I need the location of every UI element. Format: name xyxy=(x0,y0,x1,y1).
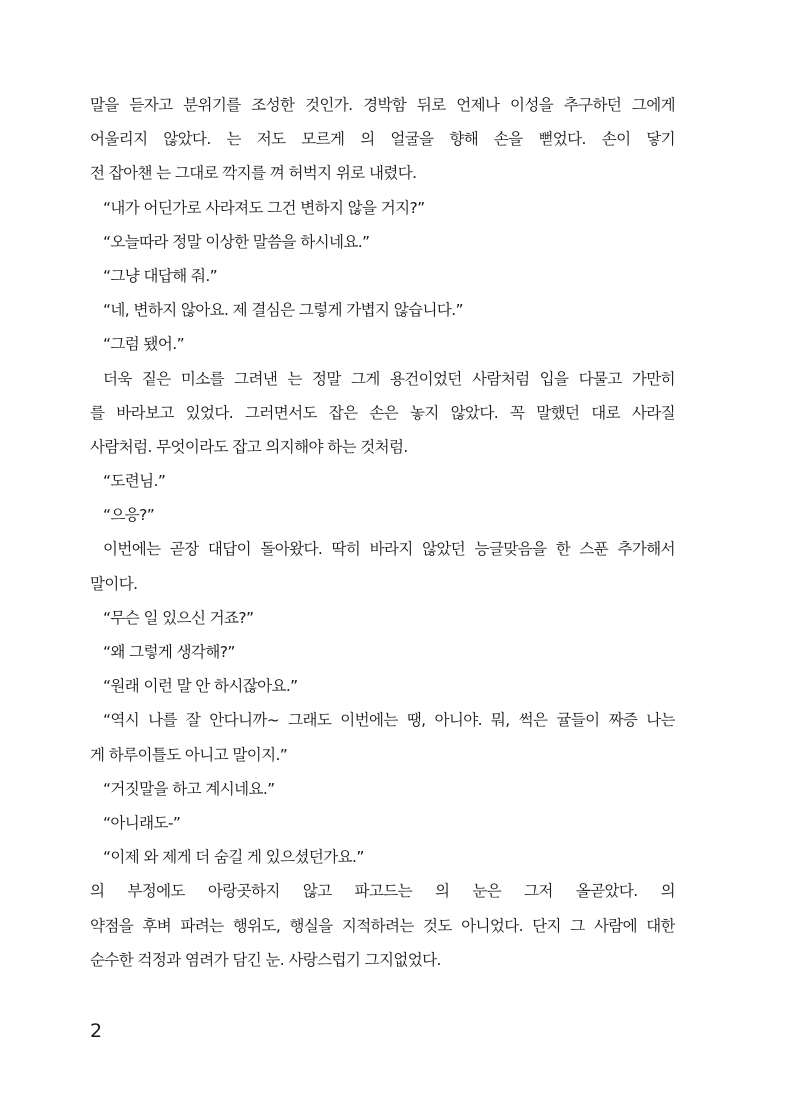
dialogue-line: “오늘따라 정말 이상한 말씀을 하시네요.” xyxy=(103,232,370,251)
text-line: 더욱 짙은 미소를 그려낸 는 정말 그게 용건이었던 사람처럼 입을 다물고 가만히 xyxy=(103,369,675,388)
dialogue-line: “거짓말을 하고 계시네요.” xyxy=(103,779,275,798)
dialogue-line: “원래 이런 말 안 하시잖아요.” xyxy=(103,677,298,696)
text-line: 약점을 후벼 파려는 행위도, 행실을 지적하려는 것도 아니었다. 단지 그 사람에 대한 xyxy=(90,916,675,935)
text-line: 의 부정에도 아랑곳하지 않고 파고드는 의 눈은 그저 올곧았다. 의 xyxy=(90,882,675,901)
dialogue-line: “그럼 됐어.” xyxy=(103,335,185,354)
dialogue-line: “이제 와 제게 더 숨길 게 있으셨던가요.” xyxy=(103,848,364,867)
text-line: 게 하루이틀도 아니고 말이지.” xyxy=(90,745,288,764)
text-line: 전 잡아챈 는 그대로 깍지를 껴 허벅지 위로 내렸다. xyxy=(90,164,417,183)
text-line: 를 바라보고 있었다. 그러면서도 잡은 손은 놓지 않았다. 꼭 말했던 대로 사라질 xyxy=(90,403,675,422)
dialogue-line: “무슨 일 있으신 거죠?” xyxy=(103,608,254,627)
dialogue-line: “역시 나를 잘 안다니까~ 그래도 이번에는 땡, 아니야. 뭐, 썩은 귤들이 짜증 나는 xyxy=(103,711,675,730)
dialogue-line: “아니래도-” xyxy=(103,813,181,832)
page-number: 2 xyxy=(90,1020,103,1042)
dialogue-line: “그냥 대답해 줘.” xyxy=(103,266,218,285)
dialogue-line: “내가 어딘가로 사라져도 그건 변하지 않을 거지?” xyxy=(103,198,425,217)
text-line: 말이다. xyxy=(90,574,138,593)
text-line: 순수한 걱정과 염려가 담긴 눈. 사랑스럽기 그지없었다. xyxy=(90,950,441,969)
document-body xyxy=(90,88,675,977)
text-line: 사람처럼. 무엇이라도 잡고 의지해야 하는 것처럼. xyxy=(90,437,408,456)
dialogue-line: “네, 변하지 않아요. 제 결심은 그렇게 가볍지 않습니다.” xyxy=(103,301,463,320)
dialogue-line: “도련님.” xyxy=(103,472,166,491)
text-line: 어울리지 않았다. 는 저도 모르게 의 얼굴을 향해 손을 뻗었다. 손이 닿기 xyxy=(90,130,675,149)
text-line: 이번에는 곧장 대답이 돌아왔다. 딱히 바라지 않았던 능글맞음을 한 스푼 추가해서 xyxy=(103,540,675,559)
dialogue-line: “으응?” xyxy=(103,506,155,525)
text-line: 말을 듣자고 분위기를 조성한 것인가. 경박함 뒤로 언제나 이성을 추구하던 그에게 xyxy=(90,96,675,114)
dialogue-line: “왜 그렇게 생각해?” xyxy=(103,643,235,661)
